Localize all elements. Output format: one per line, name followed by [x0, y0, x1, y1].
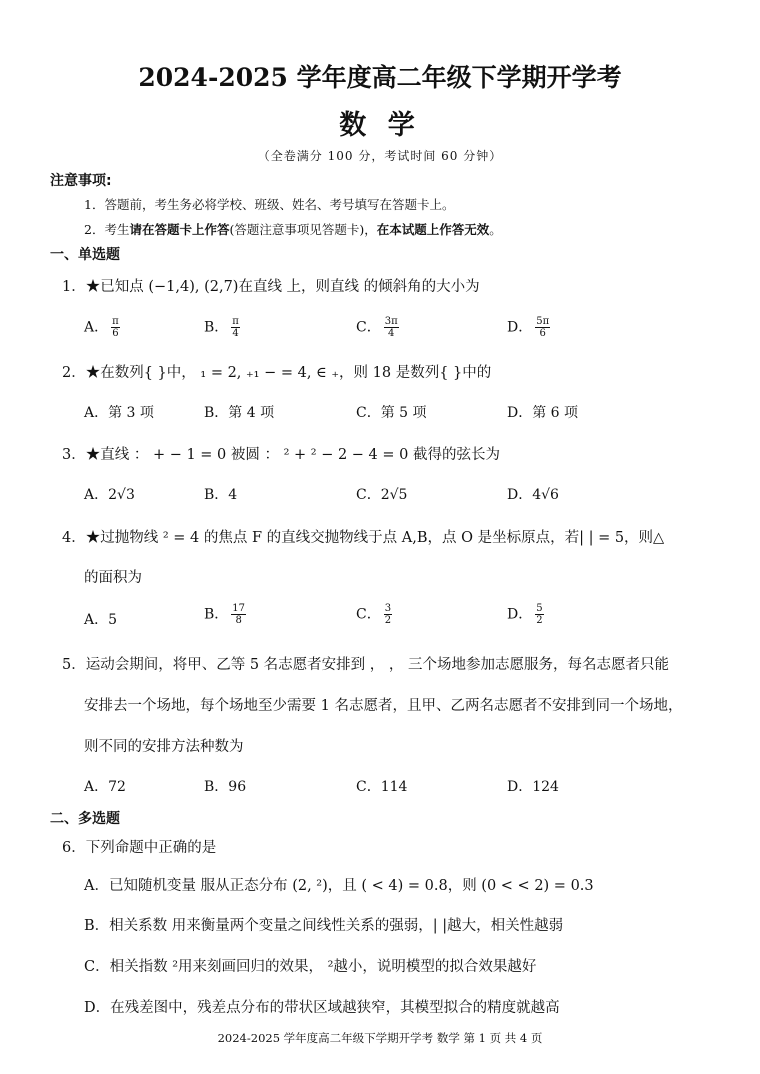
notice-item-2-bold2: 在本试题上作答无效 — [376, 222, 490, 237]
question-3-option-a: A．2√3 — [84, 487, 135, 503]
fraction-denominator: 6 — [112, 328, 119, 339]
question-2-option-a: A．第 3 项 — [84, 405, 154, 421]
page-footer: 2024-2025 学年度高二年级下学期开学考 数学 第 1 页 共 4 页 — [217, 1031, 543, 1045]
fraction-numerator: 17 — [232, 603, 246, 614]
question-4-option-a: A．5 — [84, 612, 118, 628]
option-label: C． — [356, 606, 381, 623]
fraction-denominator: 6 — [539, 328, 546, 339]
fraction — [535, 316, 550, 339]
fraction-numerator: 5π — [536, 316, 550, 327]
fraction-denominator: 4 — [232, 328, 239, 339]
fraction-denominator: 2 — [384, 615, 392, 626]
question-1-option-d — [507, 316, 550, 339]
notice-item-2-end: 。 — [489, 222, 502, 237]
question-3-option-b: B．4 — [204, 487, 238, 503]
fraction-numerator: 5 — [536, 603, 543, 614]
notice-item-2 — [84, 220, 502, 238]
option-label: C． — [356, 319, 381, 336]
exam-title: 2024-2025 学年度高二年级下学期开学考 — [138, 63, 622, 92]
question-5-line-3: 则不同的安排方法种数为 — [84, 739, 244, 755]
question-6-option-d: D．在残差图中，残差点分布的带状区域越狭窄，其模型拟合的精度就越高 — [84, 1000, 560, 1016]
question-2-option-b: B．第 4 项 — [204, 405, 275, 421]
fraction-denominator: 8 — [235, 615, 242, 626]
question-2-option-d: D．第 6 项 — [507, 405, 579, 421]
question-1-option-b — [204, 316, 240, 339]
question-1-stem: 1．★已知点 (−1,4), (2,7)在直线 上，则直线 的倾斜角的大小为 — [62, 279, 480, 295]
fraction-numerator: 3 — [384, 603, 392, 614]
question-4-option-b — [204, 603, 246, 626]
notice-item-1: 1．答题前，考生务必将学校、班级、姓名、考号填写在答题卡上。 — [84, 197, 455, 212]
question-5-line-1: 5．运动会期间，将甲、乙等 5 名志愿者安排到 ， ， 三个场地参加志愿服务，每名志愿者只能 — [62, 657, 669, 673]
question-6-option-c: C．相关指数 ²用来刻画回归的效果， ²越小，说明模型的拟合效果越好 — [84, 959, 537, 975]
fraction-numerator: π — [232, 316, 239, 327]
section-1-heading: 一、单选题 — [50, 247, 120, 263]
question-5-option-b: B．96 — [204, 779, 247, 795]
question-2-stem: 2．★在数列{ }中， ₁ = 2, ₊₁ − = 4, ∈ ₊，则 18 是数列{ }中的 — [62, 365, 492, 381]
fraction — [231, 603, 246, 626]
question-4-option-c — [356, 603, 392, 626]
notice-item-2-mid: (答题注意事项见答题卡)， — [229, 222, 377, 237]
question-3-option-c: C．2√5 — [356, 487, 408, 503]
option-label: A． — [84, 319, 109, 336]
question-3-option-d: D．4√6 — [507, 487, 559, 503]
question-5-line-2: 安排去一个场地，每个场地至少需要 1 名志愿者，且甲、乙两名志愿者不安排到同一个场地， — [84, 698, 683, 714]
fraction — [535, 603, 543, 626]
exam-score-time-note: （全卷满分 100 分，考试时间 60 分钟） — [257, 149, 503, 163]
exam-subject: 数 学 — [339, 110, 421, 141]
option-label: D． — [507, 319, 533, 336]
question-6-stem: 6．下列命题中正确的是 — [62, 840, 217, 856]
question-6-option-b: B．相关系数 用来衡量两个变量之间线性关系的强弱，| |越大，相关性越弱 — [84, 918, 564, 934]
fraction-denominator: 2 — [536, 615, 543, 626]
fraction-numerator: π — [112, 316, 119, 327]
question-5-option-a: A．72 — [84, 779, 126, 795]
notice-item-2-bold1: 请在答题卡上作答 — [129, 222, 230, 237]
question-4-stem-continued: 的面积为 — [84, 570, 142, 586]
fraction — [384, 316, 399, 339]
question-4-stem: 4．★过抛物线 ² = 4 的焦点 F 的直线交抛物线于点 A,B，点 O 是坐标原点，若| | = 5，则△ — [62, 530, 665, 546]
question-2-option-c: C．第 5 项 — [356, 405, 427, 421]
section-2-heading: 二、多选题 — [50, 811, 120, 827]
question-1-option-a — [84, 316, 120, 339]
question-6-option-a: A．已知随机变量 服从正态分布 (2, ²)，且 ( < 4) = 0.8，则 (0 < < 2) = 0.3 — [84, 878, 594, 894]
fraction — [111, 316, 120, 339]
fraction — [231, 316, 240, 339]
question-5-option-d: D．124 — [507, 779, 559, 795]
fraction-denominator: 4 — [388, 328, 395, 339]
option-label: B． — [204, 319, 229, 336]
fraction-numerator: 3π — [384, 316, 398, 327]
question-3-stem: 3．★直线 ： + − 1 = 0 被圆 ： ² + ² − 2 − 4 = 0 截得的弦长为 — [62, 447, 500, 463]
notices-heading: 注意事项: — [50, 173, 112, 189]
question-5-option-c: C．114 — [356, 779, 408, 795]
fraction — [384, 603, 392, 626]
question-1-option-c — [356, 316, 399, 339]
notice-item-2-pre: 2．考生 — [84, 222, 130, 237]
option-label: B． — [204, 606, 229, 623]
question-4-option-d — [507, 603, 544, 626]
option-label: D． — [507, 606, 533, 623]
